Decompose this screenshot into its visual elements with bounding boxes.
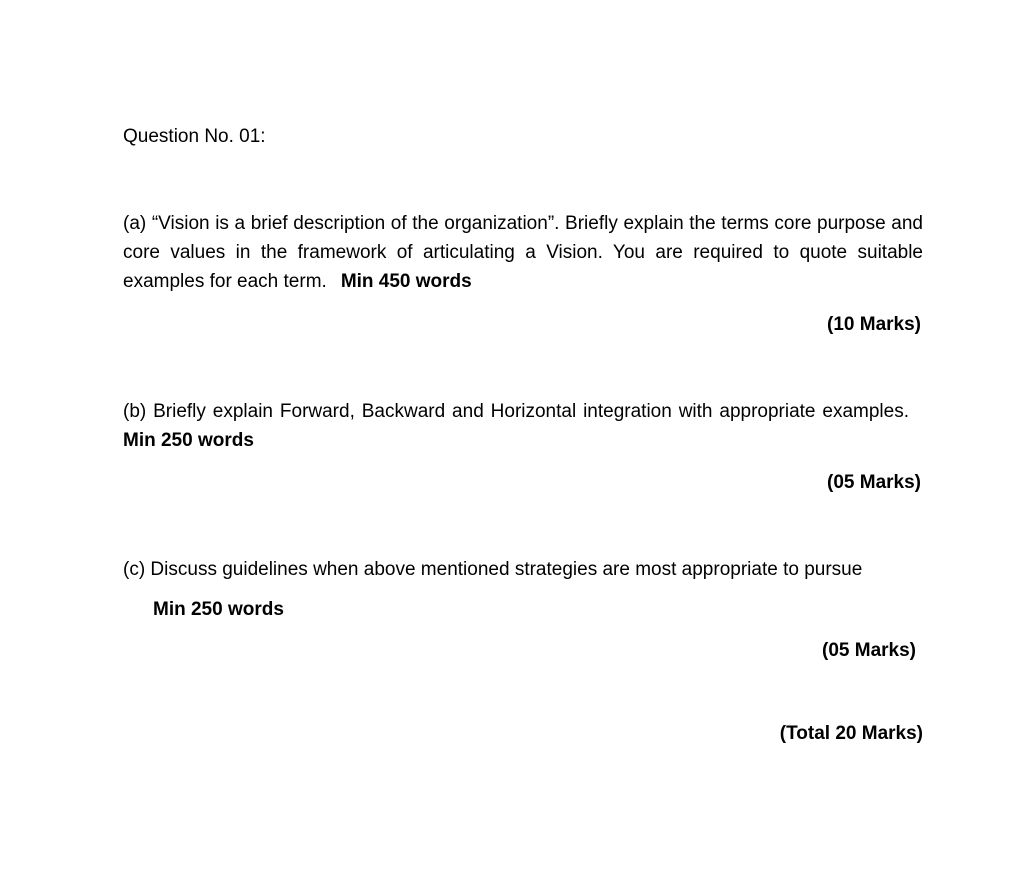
question-heading: Question No. 01: <box>123 126 266 147</box>
question-part-a <box>123 209 923 296</box>
total-marks: (Total 20 Marks) <box>779 723 923 744</box>
part-b-min-words: Min 250 words <box>123 430 254 451</box>
part-a-marks: (10 Marks) <box>827 314 921 335</box>
part-c-text: (c) Discuss guidelines when above mentioned strategies are most appropriate to pursue <box>123 559 863 580</box>
part-b-text: (b) Briefly explain Forward, Backward and Horizontal integration with appropriate examples. <box>123 401 909 422</box>
part-c-marks: (05 Marks) <box>822 640 916 661</box>
part-a-min-words: Min 450 words <box>340 271 472 292</box>
part-b-marks: (05 Marks) <box>827 472 921 493</box>
question-part-c <box>123 555 923 584</box>
question-part-b <box>123 397 923 455</box>
part-c-min-words: Min 250 words <box>153 599 284 620</box>
part-a-text: (a) “Vision is a brief description of the organization”. Briefly explain the terms core purpose and core values in the framework of articulating a Vision. You are required to quote suitable examples for each term. <box>123 213 923 292</box>
